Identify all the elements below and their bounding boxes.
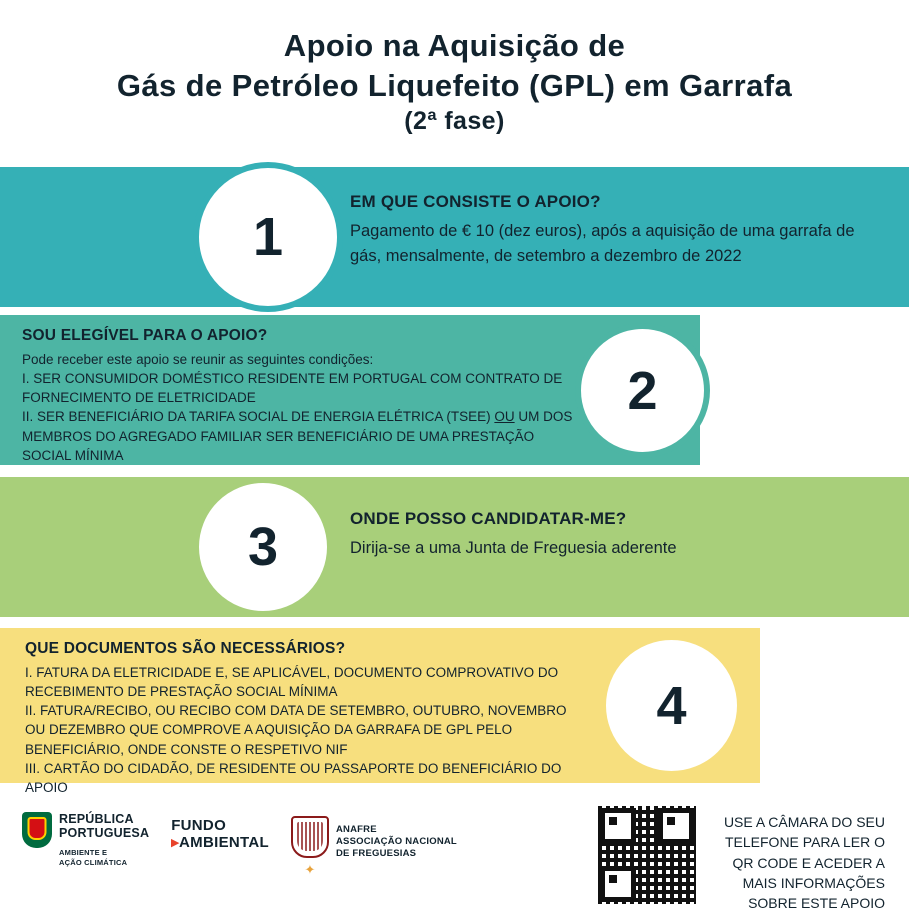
step-2-band [0,315,909,465]
portugal-shield-icon [22,812,52,848]
step-3-heading: ONDE POSSO CANDIDATAR-ME? [350,509,627,528]
step-4-item-3: III. CARTÃO DO CIDADÃO, DE RESIDENTE OU PASSAPORTE DO BENEFICIÁRIO DO APOIO [25,760,562,795]
anafre-line-2: DE FREGUESIAS [335,847,417,859]
step-4-heading: QUE DOCUMENTOS SÃO NECESSÁRIOS? [25,640,346,657]
fundo-line-2-label: AMBIENTAL [179,833,269,851]
step-2-item-2 [22,407,582,464]
republica-line-1: REPÚBLICA [59,812,134,826]
step-2-text [22,327,582,465]
fundo-ambiental-logo [171,812,269,851]
step-4-item-2: II. FATURA/RECIBO, OU RECIBO COM DATA DE SETEMBRO, OUTUBRO, NOVEMBRO OU DEZEMBRO QUE COMPROVE A AQUISIÇÃO DA GARRAFA DE GPL PELO BENEFICIÁRIO, ONDE CONSTE O RESPETIVO NIF [25,703,567,757]
qr-finder-bottom-left [600,866,636,902]
step-1-text [350,192,870,269]
fundo-line-1: FUNDO [171,817,227,834]
qr-code-image[interactable] [598,806,696,904]
footer [0,800,909,912]
step-3-text [350,509,870,561]
step-2-heading: SOU ELEGÍVEL PARA O APOIO? [22,327,268,344]
anafre-line-1: ASSOCIAÇÃO NACIONAL [335,835,457,847]
step-4-text [25,640,585,797]
qr-caption: USE A CÂMARA DO SEU TELEFONE PARA LER O QR CODE E ACEDER A MAIS INFORMAÇÕES SOBRE ESTE APOIO [723,814,885,912]
anafre-logo [291,812,457,878]
step-3-body: Dirija-se a uma Junta de Freguesia aderente [350,539,677,557]
step-1-number-circle [193,162,343,312]
step-2-item-1: I. SER CONSUMIDOR DOMÉSTICO RESIDENTE EM PORTUGAL COM CONTRATO DE FORNECIMENTO DE ELETRICIDADE [22,371,563,406]
step-4-number-circle [600,634,743,777]
step-2-number-circle [575,323,710,458]
qr-finder-top-left [600,808,636,844]
republica-line-2: PORTUGUESA [59,826,150,841]
fundo-arrow-icon: ▸ [171,833,180,851]
fundo-line-2 [171,835,269,852]
logo-row [22,812,457,878]
title-line-3: (2ª fase) [404,107,505,136]
qr-section [598,806,885,913]
title-line-2: Gás de Petróleo Liquefeito (GPL) em Garrafa [116,67,793,103]
step-2-number: 2 [627,360,658,421]
step-1-body: Pagamento de € 10 (dez euros), após a aquisição de uma garrafa de gás, mensalmente, de setembro a dezembro de 2022 [350,222,855,265]
title-line-1: Apoio na Aquisição de [283,28,626,63]
anafre-star-icon: ✦ [304,862,316,877]
republica-sub-2: AÇÃO CLIMÁTICA [59,857,128,867]
step-1-band [0,167,909,307]
page-title [0,0,909,137]
step-4-band [0,628,909,795]
step-1-heading: EM QUE CONSISTE O APOIO? [350,192,601,211]
step-4-item-1: I. FATURA DA ELETRICIDADE E, SE APLICÁVEL, DOCUMENTO COMPROVATIVO DO RECEBIMENTO DE PRESTAÇÃO SOCIAL MÍNIMA [25,665,559,700]
step-3-number-circle [193,477,333,617]
step-3-band [0,477,909,617]
step-2-item-2-part-a: II. SER BENEFICIÁRIO DA TARIFA SOCIAL DE ENERGIA ELÉTRICA (TSEE) [22,409,495,425]
republica-sub-1: AMBIENTE E [59,847,108,857]
step-2-item-2-part-c: UM DOS MEMBROS DO AGREGADO FAMILIAR SER BENEFICIÁRIO DE UMA PRESTAÇÃO SOCIAL MÍNIMA [22,409,573,463]
step-1-number: 1 [252,207,284,267]
step-2-intro: Pode receber este apoio se reunir as seguintes condições: [22,352,374,367]
step-2-item-2-emphasis: OU [494,409,515,425]
step-4-number: 4 [656,675,687,736]
republica-portuguesa-logo [22,812,149,867]
anafre-crest-icon [291,816,329,858]
anafre-name: ANAFRE [335,824,377,835]
step-3-number: 3 [247,517,279,577]
qr-finder-top-right [658,808,694,844]
